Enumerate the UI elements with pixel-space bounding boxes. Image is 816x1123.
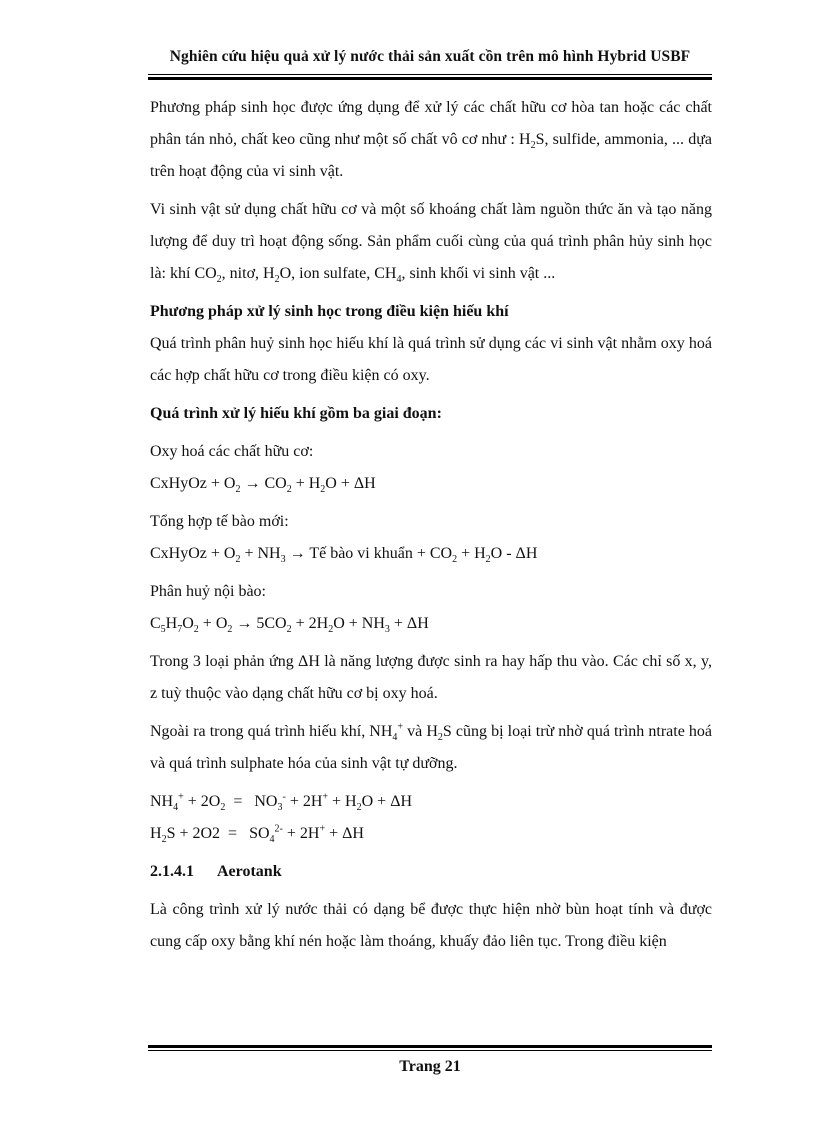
equation-sulphate: $H_2S + 2O2 = SO_4^{2-} + 2H^+ + \Delta H$ [150, 823, 364, 846]
equation-oxidation: CxHyOz + $O_2 \to CO_2 + H_2O + \Delta H$ [150, 475, 376, 496]
stage1-label: Oxy hoá các chất hữu cơ: [150, 443, 314, 460]
section-number: 2.1.4.1 [150, 863, 194, 880]
page-number: Trang 21 [399, 1058, 461, 1075]
p1-sub: 2 [530, 140, 536, 152]
p2-sub-3: 4 [396, 274, 402, 286]
p2-sub-2: 2 [274, 274, 280, 286]
equation-cell-synthesis: CxHyOz + $O_2 + NH_3$ → Tế bào vi khuẩn + $CO_2 + H_2O - \Delta H$ [150, 545, 538, 566]
footer-rule [148, 1045, 712, 1051]
paragraph-aerobic-process: Quá trình phân huỷ sinh học hiếu khí là quá trình sử dụng các vi sinh vật nhằm oxy hoá các hợp chất hữu cơ trong điều kiện có oxy. [150, 335, 712, 384]
stage2-label: Tổng hợp tế bào mới: [150, 513, 289, 530]
p1-tail: S, sulfide, ammonia, ... dựa trên hoạt động của vi sinh vật. [150, 131, 713, 180]
paragraph-delta-h: Trong 3 loại phản ứng ΔH là năng lượng được sinh ra hay hấp thu vào. Các chỉ số x, y, z tuỳ thuộc vào dạng chất hữu cơ bị oxy hoá. [150, 653, 712, 702]
section-heading-aerotank [150, 856, 712, 888]
header-rule [148, 74, 712, 80]
equation-endogenous: $C_5H_7O_2 + O_2 \to 5CO_2 + 2H_2O + NH_3 + \Delta H$ [150, 615, 429, 636]
p2-t1: , nitơ, H [221, 265, 275, 282]
p2-t2: O, ion sulfate, CH [279, 265, 397, 282]
p2-text: Vi sinh vật sử dụng chất hữu cơ và một số khoáng chất làm nguồn thức ăn và tạo năng lượng để duy trì hoạt động sống. Sản phẩm cuối cùng của quá trình phân hủy sinh học là: khí CO [150, 201, 712, 282]
heading-aerobic-method: Phương pháp xử lý sinh học trong điều kiện hiếu khí [150, 303, 509, 320]
p2-t3: , sinh khối vi sinh vật ... [401, 265, 556, 282]
heading-three-stages: Quá trình xử lý hiếu khí gồm ba giai đoạn: [150, 405, 442, 422]
equation-nitrate: $NH_4^+ + 2O_2 = NO_3^- + 2H^+ + H_2O + \Delta H$ [150, 791, 413, 814]
paragraph-nitrification: Ngoài ra trong quá trình hiếu khí, $NH_4^+$ và $H_2S$ cũng bị loại trừ nhờ quá trình ntrate hoá và quá trình sulphate hóa của sinh vật tự dưỡng. [150, 721, 713, 772]
p2-sub-1: 2 [216, 274, 222, 286]
page-content [150, 92, 712, 958]
page-header: Nghiên cứu hiệu quả xử lý nước thải sản xuất cồn trên mô hình Hybrid USBF [169, 48, 691, 65]
paragraph-microorganisms [150, 194, 712, 290]
section-title: Aerotank [217, 863, 282, 880]
p1-text: Phương pháp sinh học được ứng dụng để xử lý các chất hữu cơ hòa tan hoặc các chất phân tán nhỏ, chất keo cũng như một số chất vô cơ như : H [150, 99, 712, 148]
paragraph-biological-method [150, 92, 712, 188]
paragraph-aerotank: Là công trình xử lý nước thải có dạng bể được thực hiện nhờ bùn hoạt tính và được cung cấp oxy bằng khí nén hoặc làm thoáng, khuấy đảo liên tục. Trong điều kiện [150, 901, 712, 950]
stage3-label: Phân huỷ nội bào: [150, 583, 266, 600]
